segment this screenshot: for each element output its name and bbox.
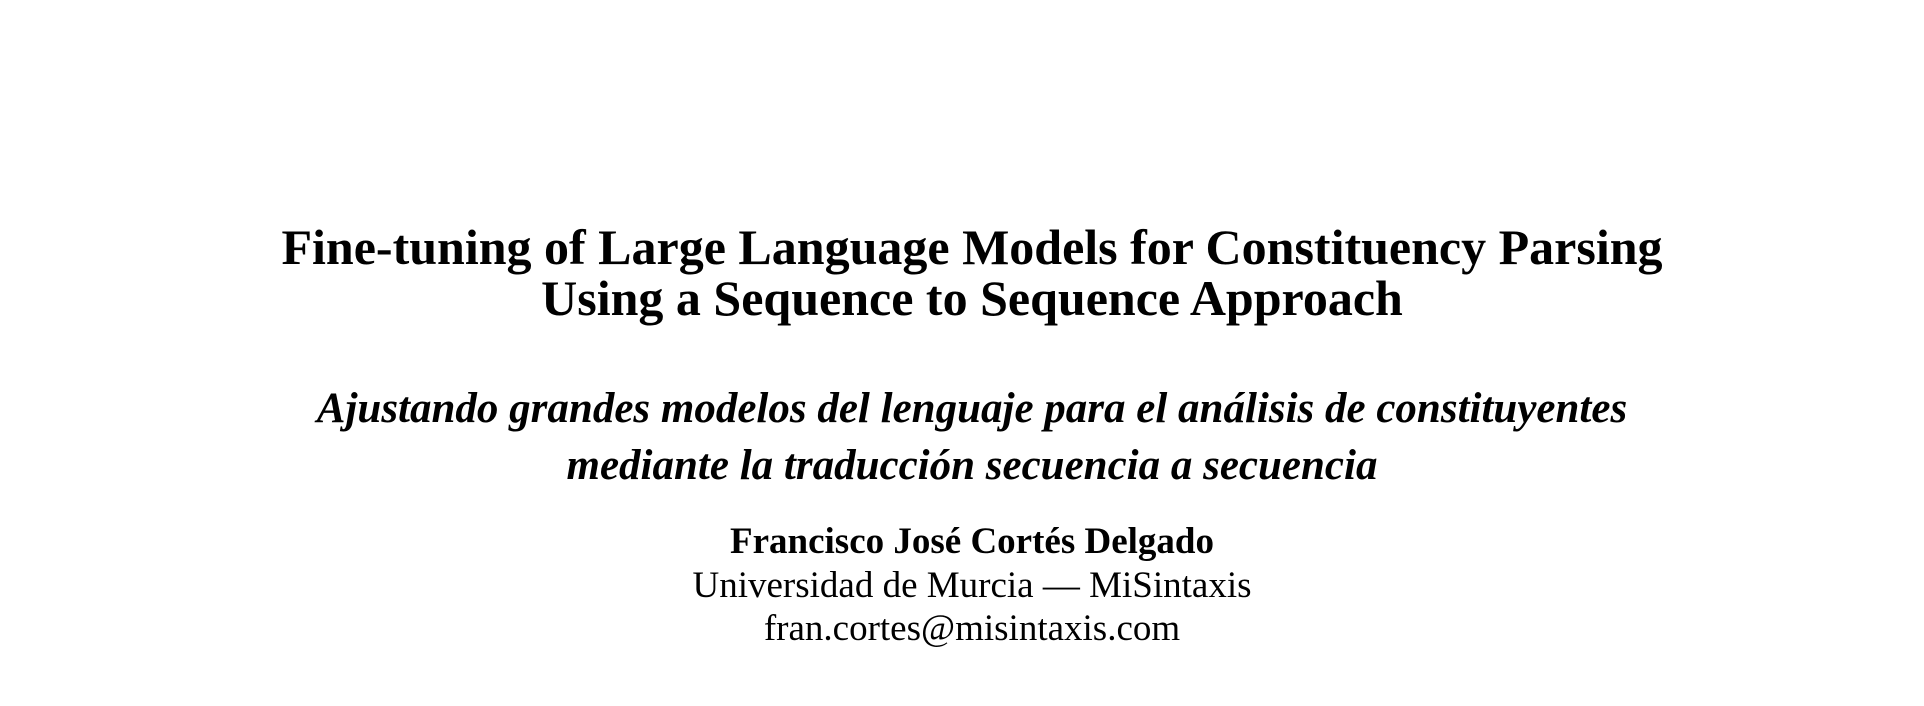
spanish-title-line-2: mediante la traducción secuencia a secuencia — [566, 442, 1378, 489]
english-title — [0, 219, 1924, 326]
english-title-line-1: Fine-tuning of Large Language Models for Constituency Parsing — [281, 219, 1663, 275]
author-info — [0, 520, 1924, 650]
spanish-title-line-1: Ajustando grandes modelos del lenguaje para el análisis de constituyentes — [316, 385, 1628, 432]
paper-title — [0, 219, 1924, 326]
author-email: fran.cortes@misintaxis.com — [763, 608, 1181, 649]
paper-subtitle — [0, 380, 1924, 494]
spanish-title — [0, 380, 1924, 494]
english-title-line-2: Using a Sequence to Sequence Approach — [541, 270, 1403, 326]
author-name: Francisco José Cortés Delgado — [730, 521, 1214, 562]
author-affiliation: Universidad de Murcia — MiSintaxis — [692, 565, 1252, 606]
